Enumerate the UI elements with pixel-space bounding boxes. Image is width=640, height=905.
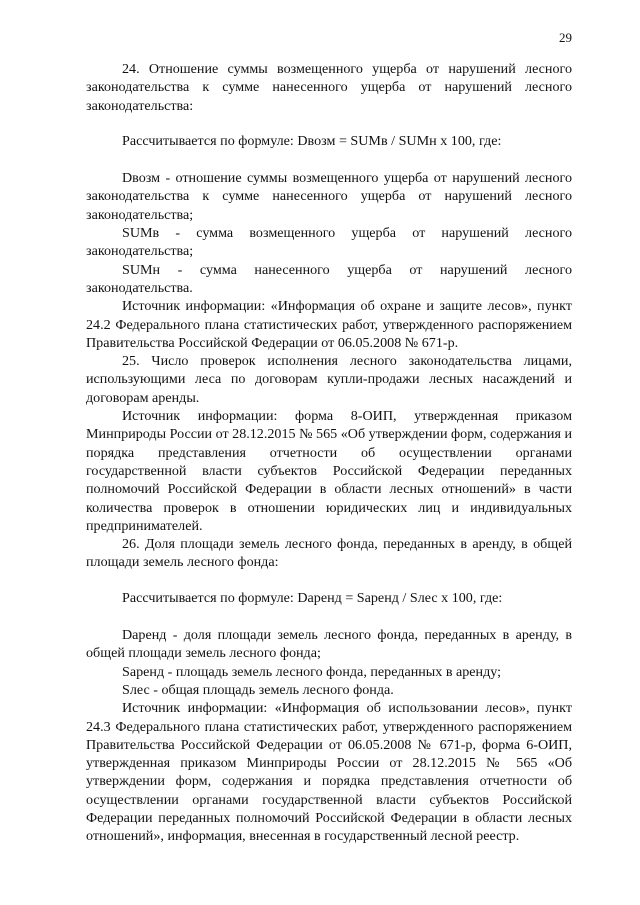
definition-dvozm: Dвозм - отношение суммы возмещенного ущерба от нарушений лесного законодательства к сумме нанесенного ущерба от нарушений лесного законодательства; — [86, 170, 572, 223]
document-body — [86, 60, 572, 846]
definition-sumv: SUMв - сумма возмещенного ущерба от нарушений лесного законодательства; — [86, 225, 572, 260]
item-25-heading: 25. Число проверок исполнения лесного законодательства лицами, использующими леса по договорам купли-продажи лесных насаждений и договорам аренды. — [86, 353, 572, 406]
definition-sarend: Sаренд - площадь земель лесного фонда, переданных в аренду; — [122, 663, 502, 680]
definition-sles: Sлес - общая площадь земель лесного фонда. — [122, 681, 394, 698]
formula-dvozm: Рассчитывается по формуле: Dвозм = SUMв / SUMн х 100, где: — [122, 132, 502, 149]
item-24-heading: 24. Отношение суммы возмещенного ущерба от нарушений лесного законодательства к сумме нанесенного ущерба от нарушений лесного законодательства: — [86, 61, 572, 114]
item-26-heading: 26. Доля площади земель лесного фонда, переданных в аренду, в общей площади земель лесного фонда: — [86, 536, 572, 571]
formula-darend: Рассчитывается по формуле: Dаренд = Sаренд / Sлес х 100, где: — [122, 589, 503, 606]
definition-sumn: SUMн - сумма нанесенного ущерба от нарушений лесного законодательства. — [86, 261, 572, 296]
definition-darend: Dаренд - доля площади земель лесного фонда, переданных в аренду, в общей площади земель лесного фонда; — [86, 627, 572, 662]
source-item-26: Источник информации: «Информация об использовании лесов», пункт 24.3 Федерального плана статистических работ, утвержденного распоряжением Правительства Российской Федерации от 06.05.2008 № 671-р, форма 6-ОИП, утвержденная приказом Минприроды России от 28.12.2015 № 565 «Об утверждении форм, содержания и порядка представления отчетности об осуществлении органами государственной власти субъектов Российской Федерации переданных полномочий Российской Федерации в области лесных отношений», информация, внесенная в государственный лесной реестр. — [86, 700, 572, 845]
source-item-25: Источник информации: форма 8-ОИП, утвержденная приказом Минприроды России от 28.12.2015 № 565 «Об утверждении форм, содержания и порядка представления отчетности об осуществлении органами государственной власти субъектов Российской Федерации переданных полномочий Российской Федерации в области лесных отношений» в части количества проверок в отношении юридических лиц и индивидуальных предпринимателей. — [86, 408, 573, 534]
page-number: 29 — [559, 30, 572, 45]
source-item-24: Источник информации: «Информация об охране и защите лесов», пункт 24.2 Федерального плана статистических работ, утвержденного распоряжением Правительства Российской Федерации от 06.05.2008 № 671-р. — [86, 298, 572, 351]
